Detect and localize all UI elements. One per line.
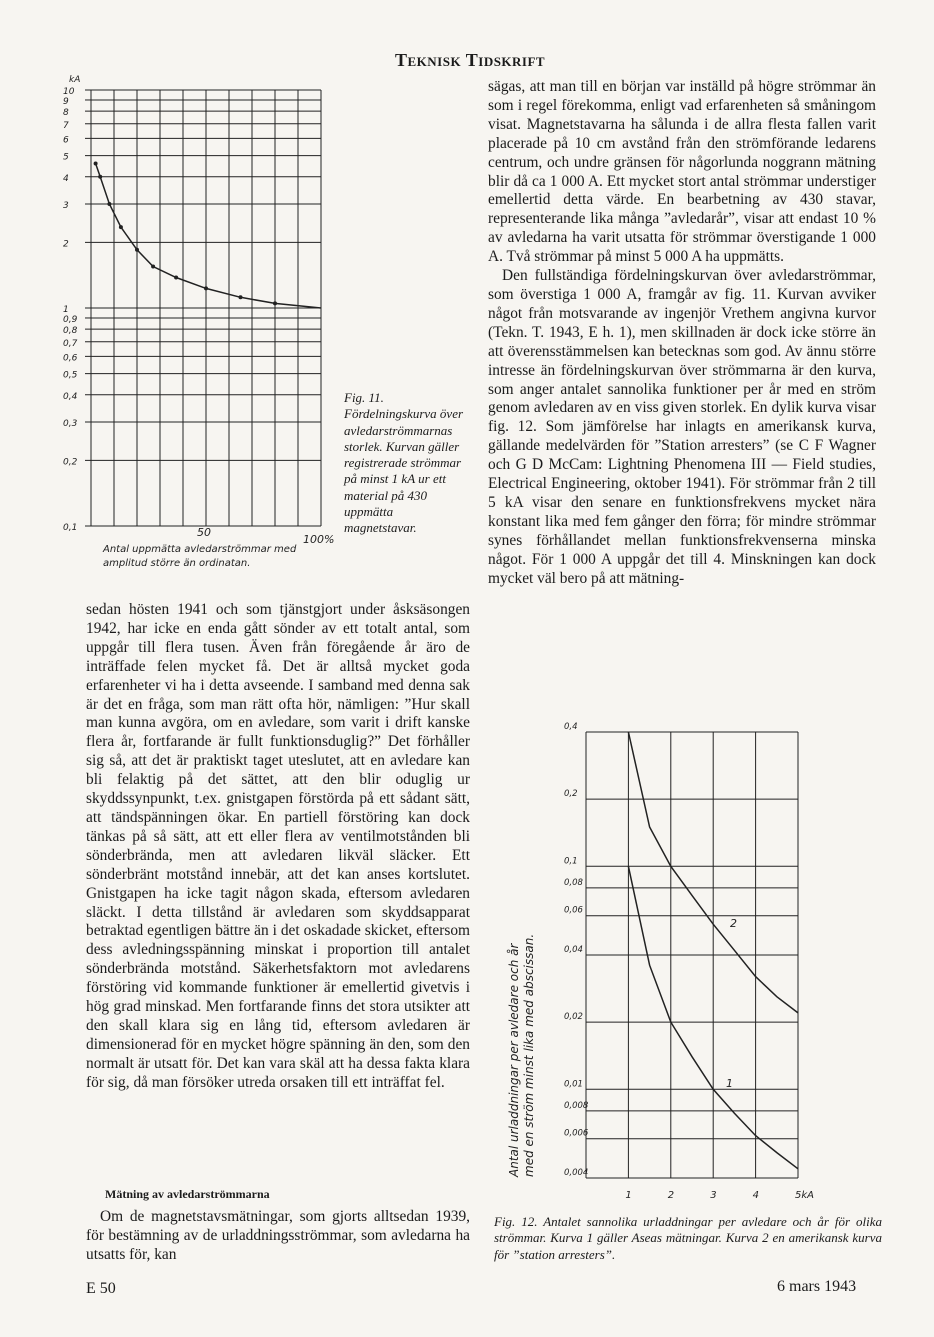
fig12-y-tick-label: 0,04 — [564, 945, 583, 955]
fig12-y-tick-label: 0,2 — [564, 789, 578, 800]
fig12-y-tick-label: 0,1 — [564, 856, 578, 867]
fig12-x-ticks — [625, 1190, 814, 1201]
fig11-y-tick-label: 0,2 — [63, 457, 78, 468]
right-column — [488, 78, 876, 588]
fig12-y-tick-label: 0,06 — [564, 905, 583, 916]
fig11-y-tick-label: 0,8 — [63, 326, 78, 337]
left-column — [86, 601, 470, 1093]
fig12-x-tick-label: 5kA — [795, 1190, 814, 1201]
issue-date: 6 mars 1943 — [777, 1278, 857, 1295]
fig11-y-tick-label: 0,3 — [63, 418, 78, 429]
fig11-data-point — [174, 276, 178, 280]
section-paragraph-text: Om de magnetstavsmätningar, som gjorts alltsedan 1939, för bestämning av de urladdningsströmmar, som avledarna ha utsatts för, kan — [86, 1208, 470, 1263]
fig12-curve-2-label: 2 — [730, 917, 737, 930]
journal-masthead: Teknisk Tidskrift — [395, 50, 546, 70]
fig12-y-tick-label: 0,02 — [564, 1012, 583, 1023]
fig11-x-axis-label-1: Antal uppmätta avledarströmmar med — [103, 544, 297, 555]
fig12-y-axis-label-2: med en ström minst lika med abscissan. — [522, 933, 536, 1177]
fig11-y-tick-label: 2 — [63, 239, 69, 250]
fig11-y-tick-label: 8 — [63, 108, 69, 119]
fig12-y-tick-label: 0,008 — [564, 1100, 589, 1111]
fig11-data-point — [151, 265, 155, 269]
fig11-chart — [55, 70, 335, 570]
fig11-unit-label: kA — [69, 75, 81, 85]
fig11-caption: Fig. 11. Fördelningskurva över avledarströmmarnas storlek. Kurvan gäller registrerade strömmar på minst 1 kA ur ett material på 430 uppmätta magnetstavar. — [344, 390, 464, 536]
section-paragraph — [86, 1208, 470, 1265]
fig12-y-tick-label: 0,006 — [564, 1128, 589, 1139]
fig11-y-tick-label: 0,9 — [63, 314, 78, 325]
fig11-y-tick-label: 0,4 — [63, 391, 78, 402]
fig12-x-tick-label: 1 — [625, 1190, 632, 1201]
fig11-x-tick-100: 100% — [303, 533, 335, 546]
fig12-y-axis-label-1: Antal urladdningar per avledare och år — [507, 943, 521, 1177]
fig11-data-point — [107, 202, 111, 206]
fig11-y-tick-label: 7 — [63, 120, 69, 131]
fig11-y-ticks — [63, 87, 91, 533]
fig12-grid — [586, 732, 798, 1178]
fig11-y-tick-label: 4 — [63, 173, 69, 184]
fig11-y-tick-label: 10 — [63, 87, 75, 97]
fig11-data-point — [94, 162, 98, 166]
fig12-y-tick-label: 0,4 — [564, 722, 578, 732]
fig11-x-tick-50: 50 — [197, 526, 211, 539]
fig11-y-tick-label: 0,6 — [63, 353, 78, 364]
fig11-data-point — [135, 248, 139, 252]
fig12-x-tick-label: 2 — [667, 1190, 675, 1201]
fig12-curve-1-label: 1 — [726, 1077, 733, 1090]
fig12-x-tick-label: 3 — [710, 1190, 717, 1201]
section-heading: Mätning av avledarströmmarna — [105, 1187, 270, 1201]
fig11-y-tick-label: 5 — [63, 152, 69, 163]
fig11-y-tick-label: 3 — [63, 200, 69, 211]
fig12-chart — [488, 712, 828, 1212]
fig11-data-point — [273, 301, 277, 305]
fig11-data-point — [204, 286, 208, 290]
fig11-y-tick-label: 1 — [63, 305, 69, 315]
fig11-data-point — [98, 175, 102, 179]
fig12-y-tick-label: 0,08 — [564, 877, 583, 888]
fig12-y-tick-label: 0,004 — [564, 1168, 589, 1178]
fig12-x-tick-label: 4 — [752, 1190, 759, 1201]
fig11-grid — [91, 90, 321, 526]
fig12-caption: Fig. 12. Antalet sannolika urladdningar per avledare och år för olika strömmar. Kurva 1 gäller Aseas mätningar. Kurva 2 en amerikansk kurva för ”station arresters”. — [494, 1214, 882, 1262]
right-paragraph-2: Den fullständiga fördelningskurvan över avledarströmmar, som överstiga 1 000 A, framgår av fig. 11. Kurvan avviker något från motsvarande av ingenjör Vrethem angivna kurvor (Tekn. T. 1943, E h. 1), men skillnaden är dock icke större än att överensstämmelsen kan betecknas som god. Av ännu större intresse än fördelningskurvan över strömmarna är den kurva, som anger antalet sannolika funktioner per år med en ström genom avledaren av en viss given storlek. En dylik kurva visar fig. 12. Som jämförelse har inlagts en amerikansk kurva, gällande medelvärden för ”Station arresters” (se C F Wagner och G D McCam: Lightning Phenomena III — Field studies, Electrical Engineering, oktober 1941). För strömmar från 2 till 5 kA visar den senare en funktionsfrekvens mycket nära konstant lika med fem gånger den förra; för mindre strömmar synes förhållandet mellan funktionsfrekvenserna minska något. För 1 000 A uppgår det till 4. Minskningen kan dock mycket väl bero på att mätning- — [488, 267, 876, 587]
fig11-y-tick-label: 0,5 — [63, 370, 78, 381]
fig12-y-ticks — [564, 722, 589, 1178]
fig12-y-tick-label: 0,01 — [564, 1079, 583, 1090]
left-paragraph-1: sedan hösten 1941 och som tjänstgjort under åsksäsongen 1942, har icke en enda gått sönder av ett totalt antal, som uppgår till flera tusen. Även från föregående år äro de inträffade felen mycket få. Det är alltså mycket goda erfarenheter vi ha i detta avseende. I samband med denna sak är det en fråga, som man rätt ofta hör, nämligen: ”Hur skall man kunna avgöra, om en avledare, som varit i drift kanske flera år, fortfarande är fullt funktionsduglig?” Det förhåller sig så, att det är praktiskt taget uteslutet, att en avledare kan bli felaktig på det sättet, att den blir oduglig ur skyddssynpunkt, t.ex. gnistgapen förstörda på ett sådant sätt, att tändspänningen ökar. En partiell förstöring kan dock tänkas på så sätt, att ett eller flera av ventilmotstånden bli sönderbrända, men att avledaren likväl släcker. Ett sönderbränt motstånd innebär, att det kan anses kortslutet. Gnistgapen ha icke tagit någon skada, eftersom avledaren släckt. I detta tillstånd är avledaren som skyddsapparat betraktad egentligen bättre än i det oskadade skicket, eftersom dess avledningsspänning minskat i proportion till antalet sönderbrända motstånd. Säkerhetsfaktorn mot avledarens förstöring vid kommande funktioner är emellertid givetvis i hög grad minskad. Men fortfarande finns det stora utsikter att den skall klara sig en lång tid, eftersom avledaren är dimensionerad för en mycket högre spänning än den, som den normalt är utsatt för. Det kan vara skäl att ha dessa fakta klara för sig, då man försöker utreda orsaken till ett inträffat fel. — [86, 601, 470, 1091]
fig11-points — [94, 162, 277, 306]
fig11-data-point — [239, 295, 243, 299]
fig11-y-tick-label: 6 — [63, 135, 69, 146]
fig11-x-axis-label-2: amplitud större än ordinatan. — [103, 558, 251, 569]
right-paragraph-1: sägas, att man till en början var inställd på högre strömmar än som i regel förekomma, enligt vad erfarenheten så småningom visat. Magnetstavarna ha sålunda i de allra flesta fallen varit placerade på 10 cm avstånd från den strömförande ledarens centrum, och undre gränsen för någorlunda noggrann mätning blir då ca 1 000 A. Ett mycket stort antal strömmar understiger emellertid detta värde. En bearbetning av 430 stavar, representerande lika många ”avledarår”, visar att endast 10 % av avledarna ha varit utsatta för strömmar överstigande 1 000 A. Två strömmar på minst 5 000 A ha uppmätts. — [488, 78, 876, 266]
fig11-y-tick-label: 0,7 — [63, 338, 78, 349]
page-number: E 50 — [86, 1280, 116, 1297]
fig11-data-point — [119, 225, 123, 229]
fig11-y-tick-label: 0,1 — [63, 523, 78, 533]
fig11-y-tick-label: 9 — [63, 96, 69, 107]
fig11-distribution-curve — [96, 164, 321, 309]
